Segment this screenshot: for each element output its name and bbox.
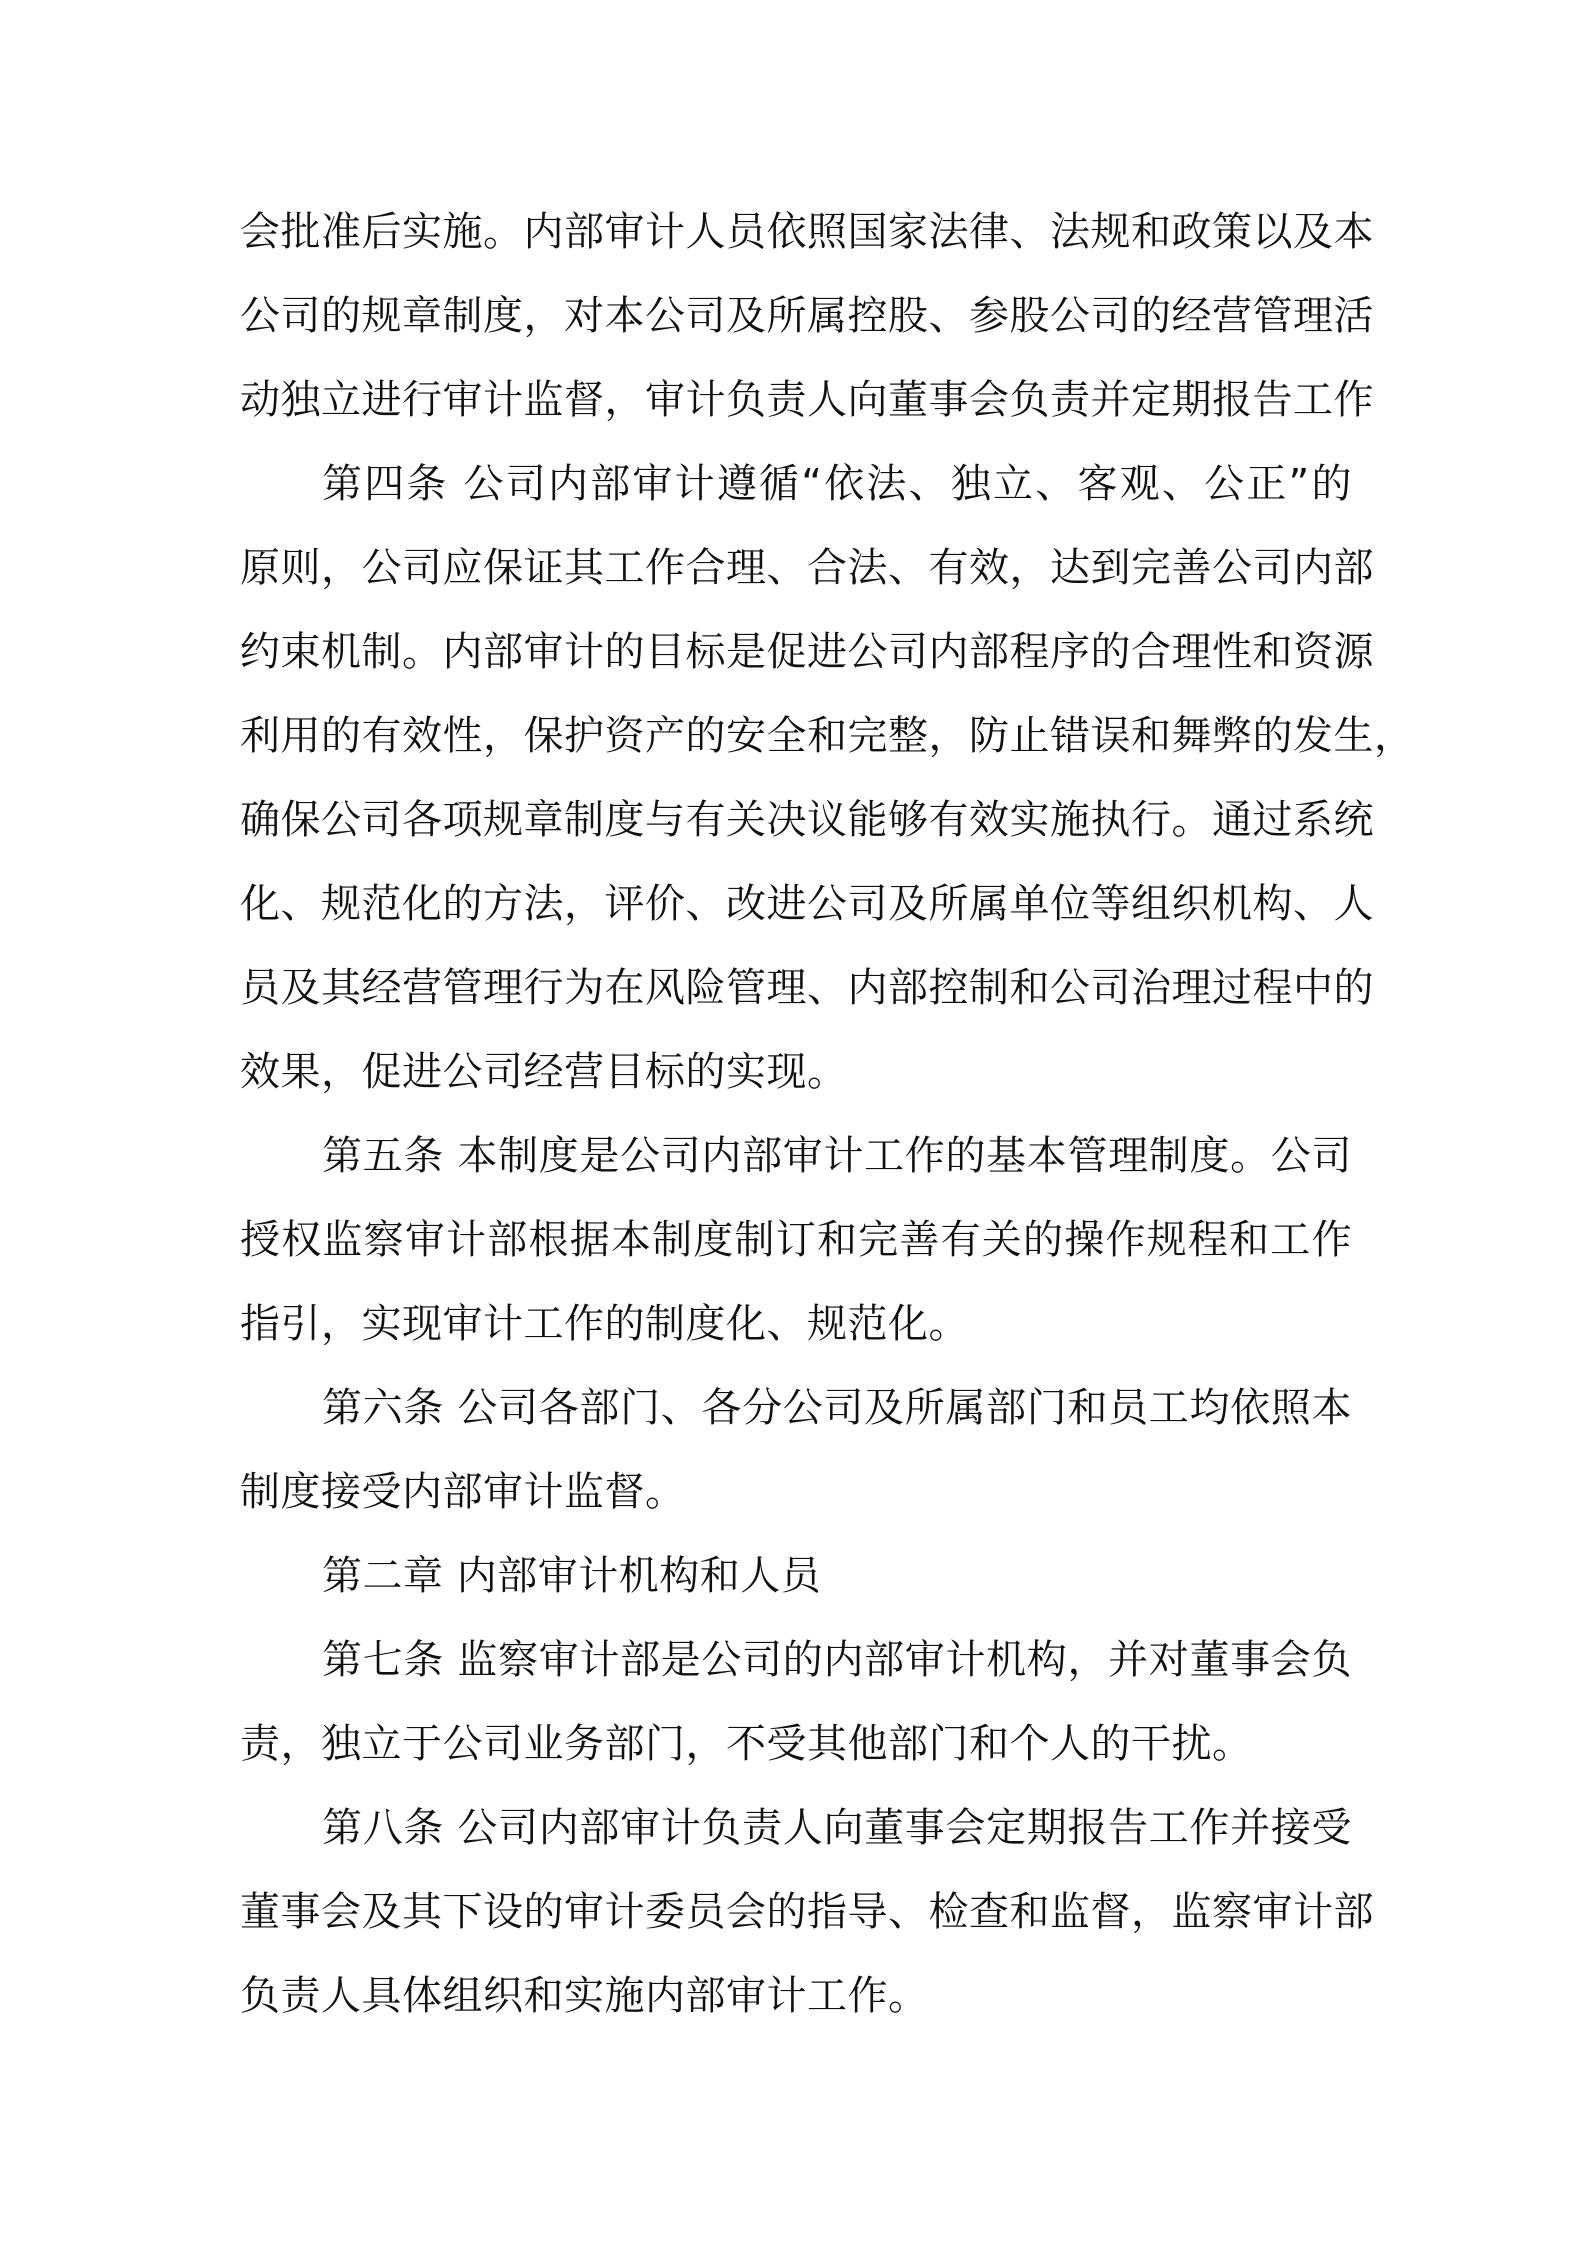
document-body [240,190,1415,2038]
article-5-heading-line: 第五条 本制度是公司内部审计工作的基本管理制度。公司 [322,1133,1352,1179]
body-line-8: 确保公司各项规章制度与有关决议能够有效实施执行。通过系统 [240,797,1374,843]
body-line-9: 化、规范化的方法，评价、改进公司及所属单位等组织机构、人 [240,881,1374,927]
body-line-2: 公司的规章制度，对本公司及所属控股、参股公司的经营管理活 [240,293,1374,339]
body-line-5: 原则，公司应保证其工作合理、合法、有效，达到完善公司内部 [240,545,1374,591]
article-6-heading-line: 第六条 公司各部门、各分公司及所属部门和员工均依照本 [322,1385,1352,1431]
article-7-heading-line: 第七条 监察审计部是公司的内部审计机构，并对董事会负 [322,1637,1352,1683]
chapter-2-title: 第二章 内部审计机构和人员 [322,1553,822,1599]
body-line-6: 约束机制。内部审计的目标是促进公司内部程序的合理性和资源 [240,629,1374,675]
article-4-heading-line: 第四条 公司内部审计遵循“依法、独立、客观、公正”的 [322,461,1352,507]
body-line-1: 会批准后实施。内部审计人员依照国家法律、法规和政策以及本 [240,209,1374,255]
body-line-13: 授权监察审计部根据本制度制订和完善有关的操作规程和工作 [240,1217,1352,1263]
article-8-heading-line: 第八条 公司内部审计负责人向董事会定期报告工作并接受 [322,1805,1352,1851]
body-line-11: 效果，促进公司经营目标的实现。 [240,1049,848,1095]
body-line-3: 动独立进行审计监督，审计负责人向董事会负责并定期报告工作 [240,377,1374,423]
body-line-21: 董事会及其下设的审计委员会的指导、检查和监督，监察审计部 [240,1889,1374,1935]
body-line-7: 利用的有效性，保护资产的安全和完整，防止错误和舞弊的发生， [240,713,1415,759]
body-line-22: 负责人具体组织和实施内部审计工作。 [240,1973,929,2019]
body-line-10: 员及其经营管理行为在风险管理、内部控制和公司治理过程中的 [240,965,1374,1011]
body-line-19: 责，独立于公司业务部门，不受其他部门和个人的干扰。 [240,1721,1253,1767]
body-line-16: 制度接受内部审计监督。 [240,1469,686,1515]
body-line-14: 指引，实现审计工作的制度化、规范化。 [240,1301,969,1347]
